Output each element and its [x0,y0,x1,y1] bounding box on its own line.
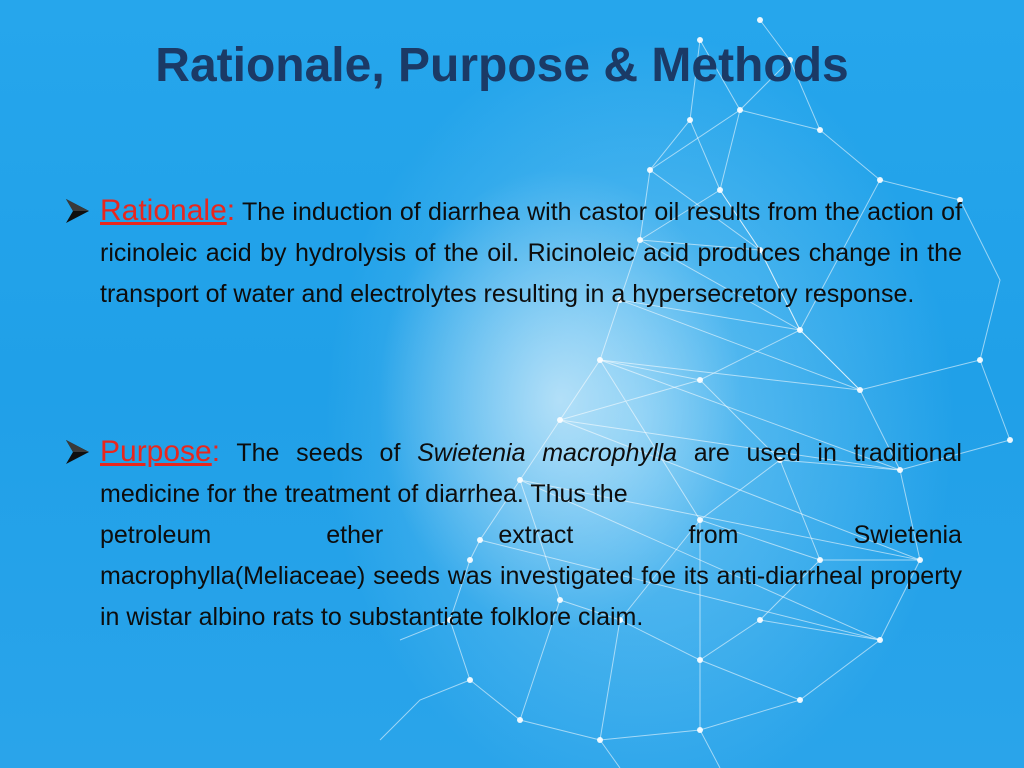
bullet-purpose [62,431,962,638]
rationale-body: The induction of diarrhea with castor oil results from the action of ricinoleic acid by hydrolysis of the oil. Ricinoleic acid produces change in the transport of water and electrolytes resulting in a hypersecretory response. [100,198,963,308]
spread-word: Swietenia [853,521,962,549]
spread-word: from [688,521,739,549]
slide-title: Rationale, Purpose & Methods [155,39,849,92]
purpose-term: Purpose [100,435,212,468]
rationale-text-block [100,190,962,315]
purpose-body-middle: are used in traditional medicine for the treatment of diarrhea. Thus the [100,439,962,508]
spread-word: extract [498,521,574,549]
rationale-term: Rationale [100,194,227,227]
spread-word: petroleum [100,521,212,549]
spread-word: ether [326,521,384,549]
purpose-text-block [100,431,962,638]
purpose-body-end: macrophylla(Meliaceae) seeds was investigated foe its anti-diarrheal property in wistar albino rats to substantiate folklore claim. [100,562,962,631]
rationale-colon: : [226,194,236,227]
purpose-body-start: The seeds of [236,439,401,467]
arrowhead-bullet-icon [62,196,92,226]
bullet-rationale [62,190,962,315]
arrowhead-bullet-icon [62,437,92,467]
purpose-spread-line [100,515,962,556]
species-name: Swietenia macrophylla [417,439,677,467]
purpose-colon: : [211,435,221,468]
